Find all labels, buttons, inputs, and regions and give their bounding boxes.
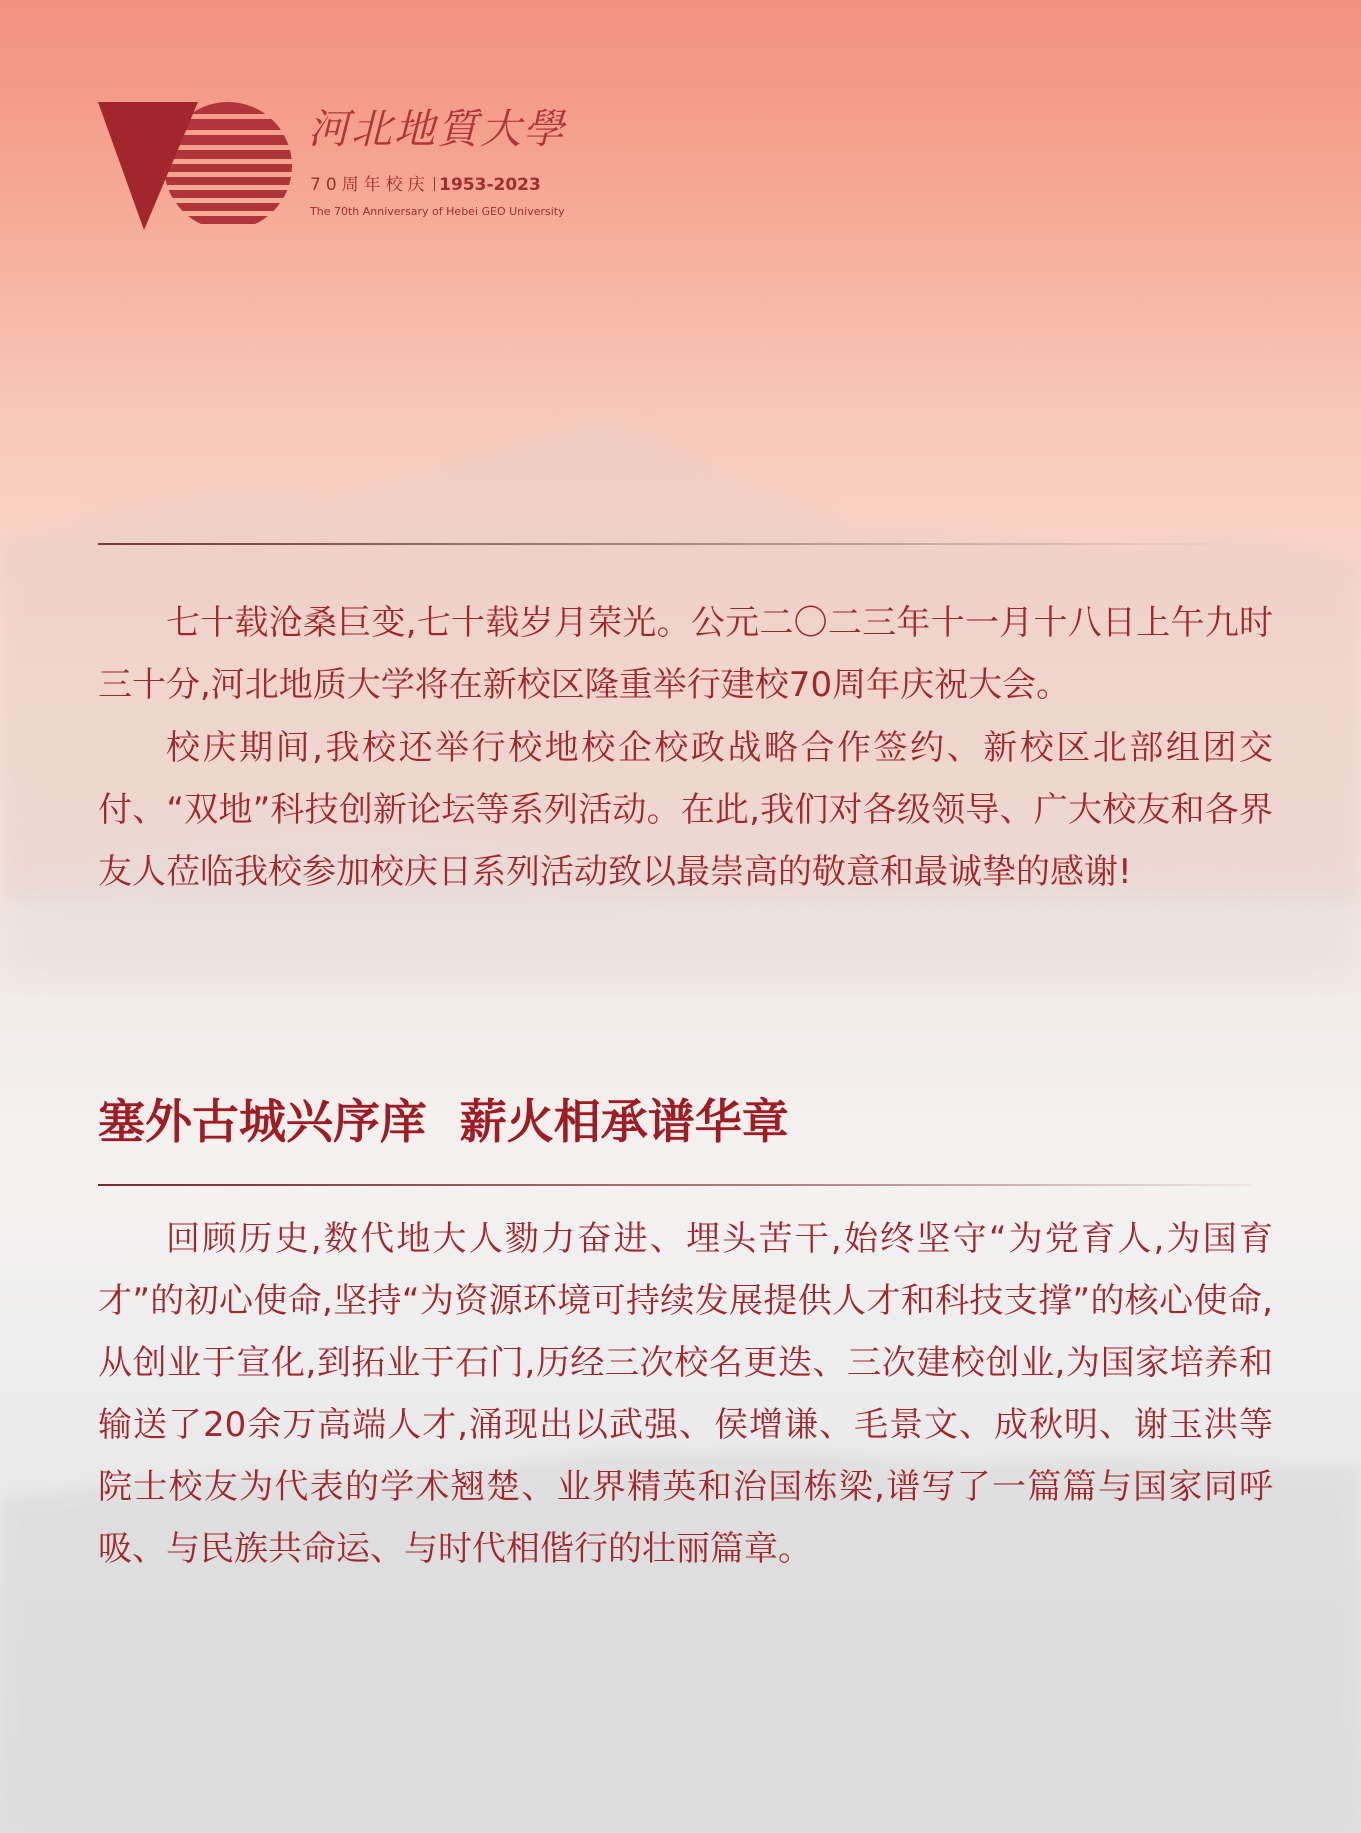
anniversary-cn: 70周年校庆 xyxy=(310,175,430,195)
anniversary-70-emblem-icon xyxy=(98,100,294,233)
university-logo xyxy=(98,100,566,235)
anniversary-en: The 70th Anniversary of Hebei GEO University xyxy=(310,205,565,218)
separator xyxy=(434,177,436,191)
intro-paragraph: 七十载沧桑巨变,七十载岁月荣光。公元二〇二三年十一月十八日上午九时三十分,河北地质大学将在新校区隆重举行建校70周年庆祝大会。 xyxy=(98,603,1273,705)
anniversary-line xyxy=(310,173,541,197)
history-paragraph: 回顾历史,数代地大人勠力奋进、埋头苦干,始终坚守“为党育人,为国育才”的初心使命,坚持“为资源环境可持续发展提供人才和科技支撑”的核心使命,从创业于宣化,到拓业于石门,历经三次校名更迭、三次建校创业,为国家培养和输送了20余万高端人才,涌现出以武强、侯增谦、毛景文、成秋明、谢玉洪等院士校友为代表的学术翘楚、业界精英和治国栋梁,谱写了一篇篇与国家同呼吸、与民族共命运、与时代相偕行的壮丽篇章。 xyxy=(98,1219,1273,1569)
top-divider xyxy=(98,543,1225,545)
activities-paragraph: 校庆期间,我校还举行校地校企校政战略合作签约、新校区北部组团交付、“双地”科技创新论坛等系列活动。在此,我们对各级领导、广大校友和各界友人莅临我校参加校庆日系列活动致以最崇高的敬意和最诚挚的感谢! xyxy=(98,728,1273,892)
anniversary-years: 1953-2023 xyxy=(439,175,541,195)
heading-divider xyxy=(98,1184,1253,1186)
university-name-calligraphy: 河北地質大學 xyxy=(308,105,566,153)
section-heading: 塞外古城兴序庠 薪火相承谱华章 xyxy=(98,1095,789,1150)
